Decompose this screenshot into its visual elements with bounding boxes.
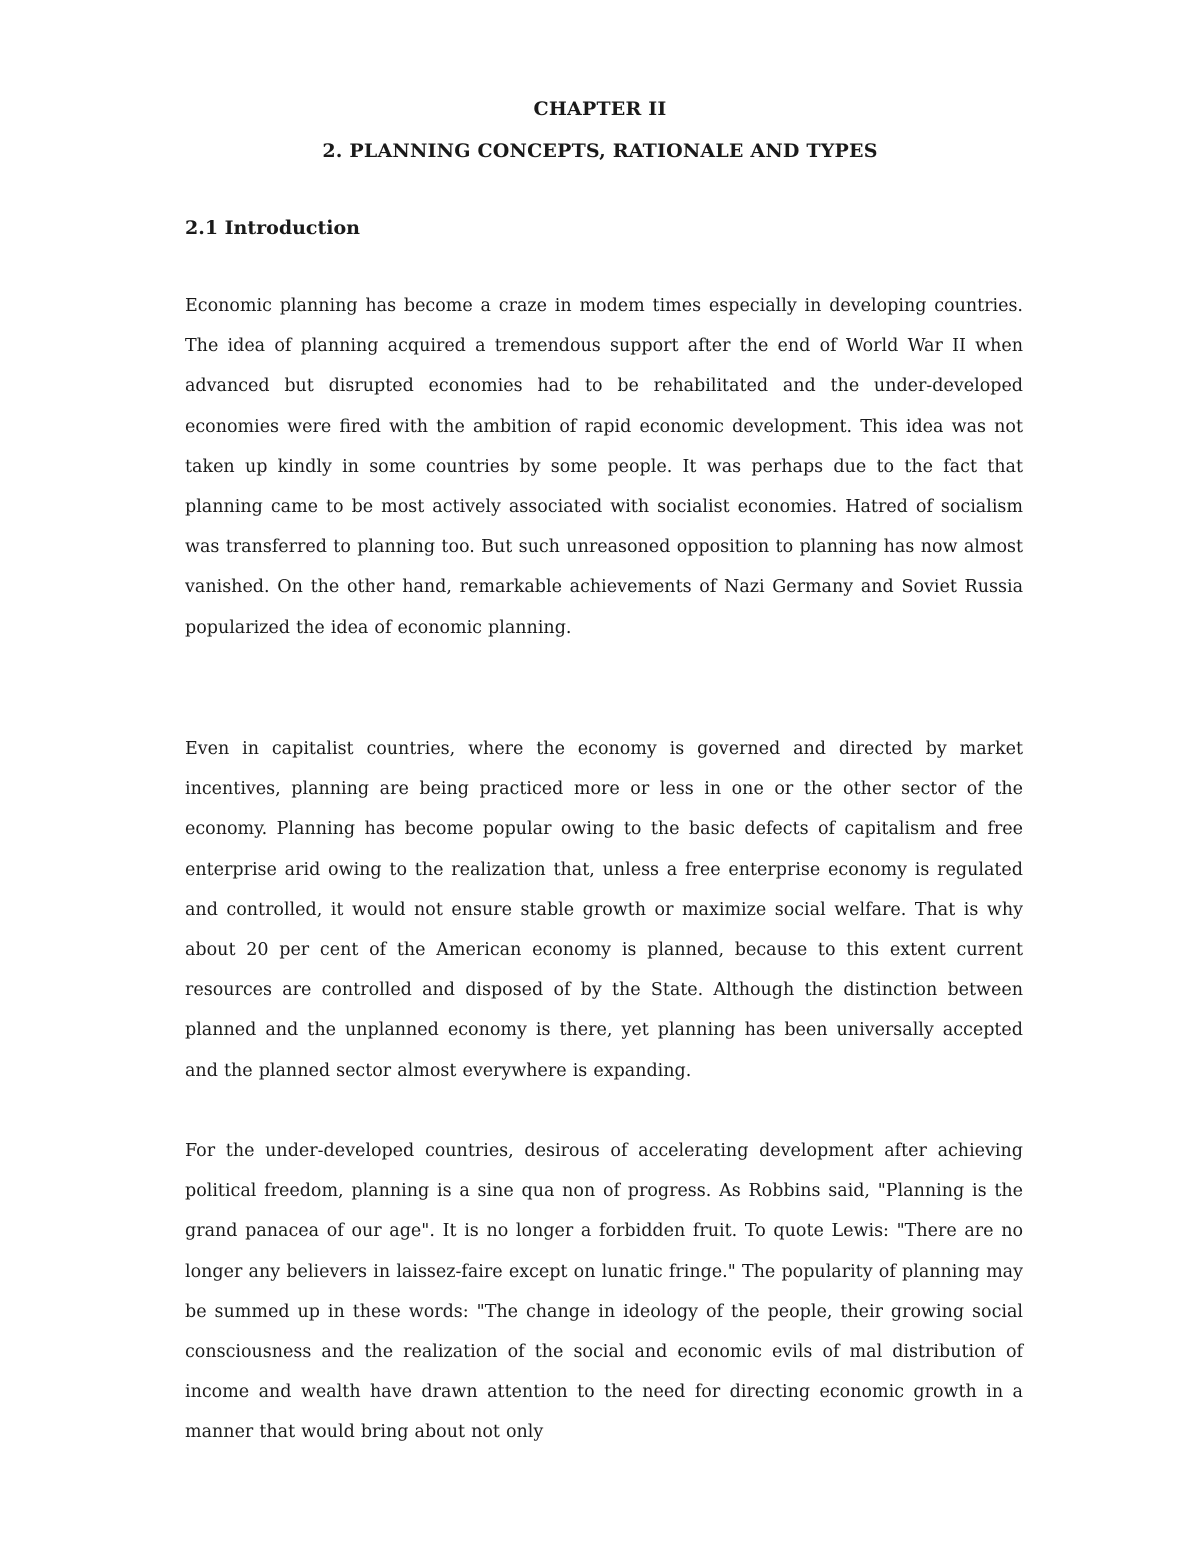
paragraph: For the under-developed countries, desirous of accelerating development after achieving political freedom, planning is a sine qua non of progress. As Robbins said, "Planning is the grand panacea of our age". It is no longer a forbidden fruit. To quote Lewis: "There are no longer any believers in laissez-faire except on lunatic fringe." The popularity of planning may be summed up in these words: "The change in ideology of the people, their growing social consciousness and the realization of the social and economic evils of mal distribution of income and wealth have drawn attention to the need for directing economic growth in a manner that would bring about not only — [185, 1141, 1023, 1443]
section-heading: 2.1 Introduction — [185, 217, 360, 239]
chapter-title: 2. PLANNING CONCEPTS, RATIONALE AND TYPES — [322, 140, 878, 162]
chapter-label: CHAPTER II — [533, 98, 667, 120]
paragraph: Even in capitalist countries, where the economy is governed and directed by market incentives, planning are being practiced more or less in one or the other sector of the economy. Planning has become popular owing to the basic defects of capitalism and free enterprise arid owing to the realization that, unless a free enterprise economy is regulated and controlled, it would not ensure stable growth or maximize social welfare. That is why about 20 per cent of the American economy is planned, because to this extent current resources are controlled and disposed of by the State. Although the distinction between planned and the unplanned economy is there, yet planning has been universally accepted and the planned sector almost everywhere is expanding. — [185, 739, 1023, 1081]
paragraph: Economic planning has become a craze in modem times especially in developing countries. The idea of planning acquired a tremendous support after the end of World War II when advanced but disrupted economies had to be rehabilitated and the under-developed economies were fired with the ambition of rapid economic development. This idea was not taken up kindly in some countries by some people. It was perhaps due to the fact that planning came to be most actively associated with socialist economies. Hatred of socialism was transferred to planning too. But such unreasoned opposition to planning has now almost vanished. On the other hand, remarkable achievements of Nazi Germany and Soviet Russia popularized the idea of economic planning. — [185, 296, 1023, 638]
